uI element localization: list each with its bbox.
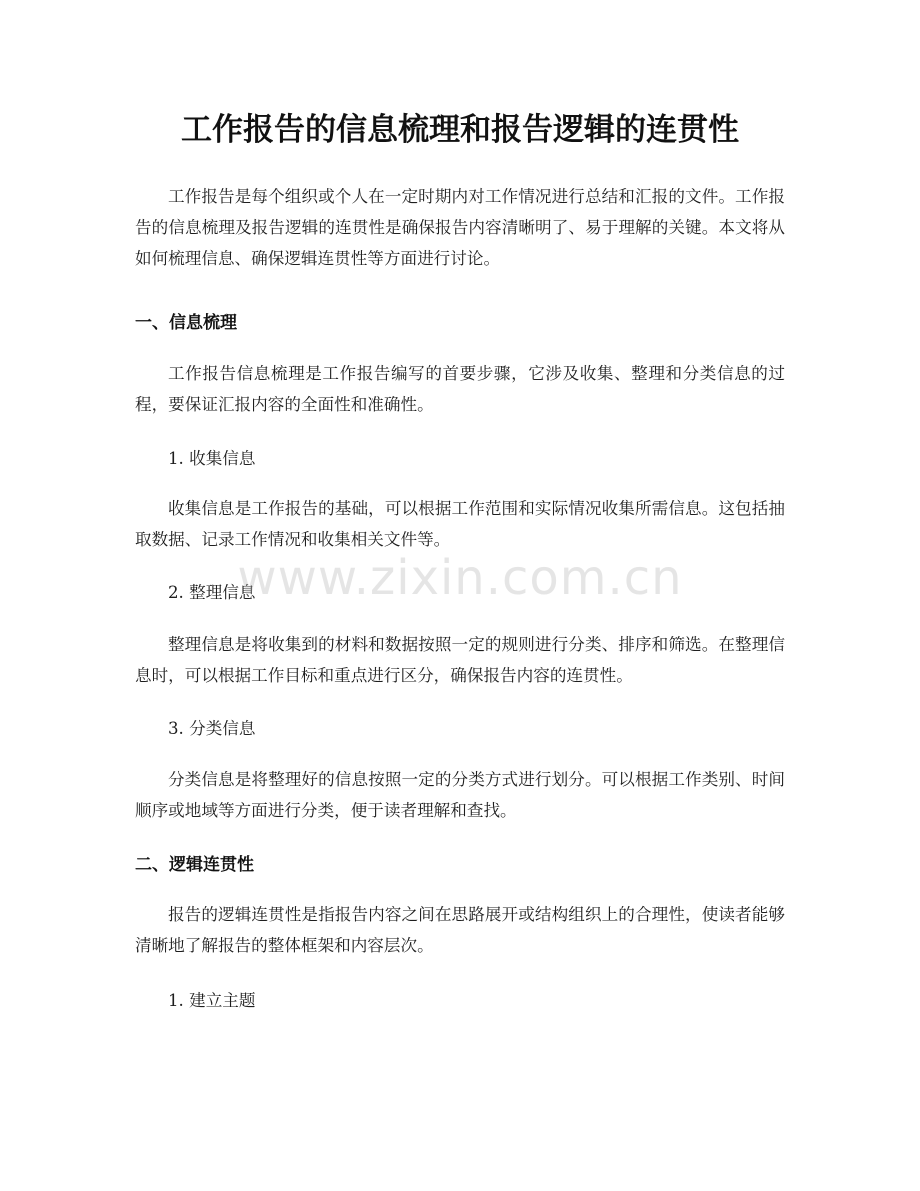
item-2-paragraph: 整理信息是将收集到的材料和数据按照一定的规则进行分类、排序和筛选。在整理信息时，可以根据工作目标和重点进行区分，确保报告内容的连贯性。 <box>135 635 785 685</box>
section-1-heading: 一、信息梳理 <box>135 313 237 333</box>
item-3-label: 3. 分类信息 <box>168 719 256 738</box>
item-1-label: 1. 收集信息 <box>168 449 256 468</box>
section-2-heading: 二、逻辑连贯性 <box>135 855 254 875</box>
document-title: 工作报告的信息梳理和报告逻辑的连贯性 <box>181 112 739 148</box>
item-3-paragraph: 分类信息是将整理好的信息按照一定的分类方式进行划分。可以根据工作类别、时间顺序或地域等方面进行分类，便于读者理解和查找。 <box>135 770 785 820</box>
watermark: www.zixin.com.cn <box>237 550 683 606</box>
section-1-paragraph: 工作报告信息梳理是工作报告编写的首要步骤，它涉及收集、整理和分类信息的过程，要保证汇报内容的全面性和准确性。 <box>135 364 785 414</box>
section-2-item-1-label: 1. 建立主题 <box>168 991 256 1010</box>
section-2-paragraph: 报告的逻辑连贯性是指报告内容之间在思路展开或结构组织上的合理性，使读者能够清晰地了解报告的整体框架和内容层次。 <box>135 905 785 955</box>
item-1-paragraph: 收集信息是工作报告的基础，可以根据工作范围和实际情况收集所需信息。这包括抽取数据、记录工作情况和收集相关文件等。 <box>135 499 785 549</box>
intro-paragraph: 工作报告是每个组织或个人在一定时期内对工作情况进行总结和汇报的文件。工作报告的信息梳理及报告逻辑的连贯性是确保报告内容清晰明了、易于理解的关键。本文将从如何梳理信息、确保逻辑连贯性等方面进行讨论。 <box>135 187 785 268</box>
item-2-label: 2. 整理信息 <box>168 583 256 602</box>
